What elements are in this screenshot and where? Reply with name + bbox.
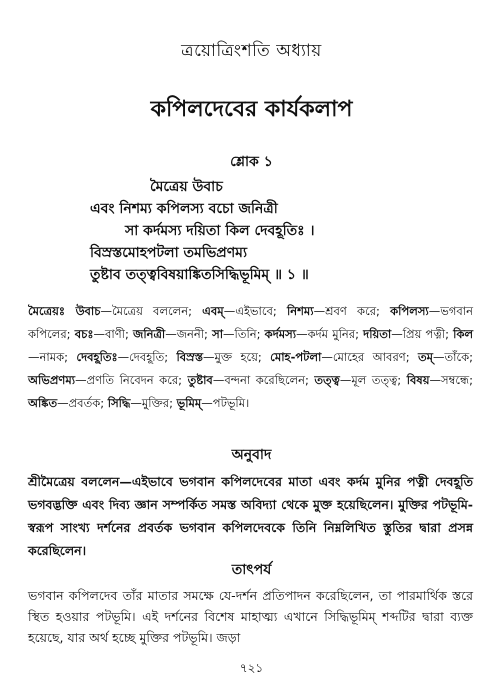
translation-heading: অনুবাদ xyxy=(231,447,272,463)
verse-line: সা কর্দমস্য দয়িতা কিল দেবহূতিঃ । xyxy=(125,223,315,239)
chapter-title: কপিলদেবের কার্যকলাপ xyxy=(150,97,353,122)
synonyms-paragraph xyxy=(28,300,473,415)
synonym-meaning: মুক্ত হয়ে xyxy=(214,350,258,364)
synonym-term: জনিত্রী xyxy=(133,327,166,341)
synonym-meaning: দেবহূতি xyxy=(129,350,165,364)
synonym-entry: কিল—নামক; xyxy=(28,327,474,364)
synonym-meaning: প্রণতি নিবেদন করে xyxy=(86,373,179,387)
synonym-term: নিশম্য xyxy=(286,304,314,318)
synonym-term: দয়িতা xyxy=(363,327,392,341)
verse-text xyxy=(90,176,463,286)
synonym-entry: তুষ্টাব—বন্দনা করেছিলেন; xyxy=(187,373,315,387)
synonym-meaning: বন্দনা করেছিলেন xyxy=(224,373,306,387)
synonym-entry: অঙ্কিত—প্রবর্তক; xyxy=(28,396,108,410)
synonym-meaning: সম্বন্ধে xyxy=(441,373,470,387)
synonym-term: সিদ্ধি xyxy=(107,396,131,410)
purport-heading: তাৎপর্য xyxy=(231,562,272,578)
synonym-term: দেবহূতিঃ xyxy=(76,350,118,364)
synonym-term: মোহ-পটলা xyxy=(270,350,322,364)
synonym-entry: জনিত্রী—জননী; xyxy=(133,327,213,341)
verse-line: এবং নিশম্য কপিলস্য বচো জনিত্রী xyxy=(90,201,278,217)
synonym-meaning: প্রিয় পত্নী xyxy=(402,327,446,341)
synonym-meaning: জননী xyxy=(176,327,205,341)
synonym-entry: দয়িতা—প্রিয় পত্নী; xyxy=(363,327,454,341)
synonym-term: কপিলস্য xyxy=(390,304,429,318)
synonym-entry: সিদ্ধি—মুক্তির; xyxy=(107,396,177,410)
purport-paragraph: ভগবান কপিলদেব তাঁর মাতার সমক্ষে যে-দর্শন প্রতিপাদন করেছিলেন, তা পারমার্থিক স্তরে স্থিত হওয়ার পটভূমি। এই দর্শনের বিশেষ মাহাত্ম্য এখানে সিদ্ধিভূমিম্ শব্দটির দ্বারা ব্যক্ত হয়েছে, যার অর্থ হচ্ছে মুক্তির পটভূমি। জড়া xyxy=(28,588,473,645)
synonym-meaning: তিনি xyxy=(234,327,257,341)
synonym-meaning: মোহের আবরণ xyxy=(332,350,406,364)
synonym-term: কিল xyxy=(453,327,474,341)
synonym-entry: কর্দমস্য—কর্দম মুনির; xyxy=(264,327,364,341)
synonym-entry: মৈত্রেয়ঃ উবাচ—মৈত্রেয় বললেন; xyxy=(28,304,203,318)
synonym-meaning: কর্দম মুনির xyxy=(307,327,356,341)
synonym-meaning: ভগবান কপিলের xyxy=(28,304,473,341)
synonym-meaning: মুক্তির xyxy=(141,396,170,410)
synonym-meaning: এইভাবে xyxy=(235,304,273,318)
synonym-entry: কপিলস্য—ভগবান কপিলের; xyxy=(28,304,473,341)
synonym-meaning: নামক xyxy=(39,350,65,364)
synonym-entry: এবম্—এইভাবে; xyxy=(202,304,287,318)
synonym-term: তুষ্টাব xyxy=(187,373,213,387)
synonym-term: অভিপ্রণম্য xyxy=(28,373,76,387)
synonym-entry: সা—তিনি; xyxy=(212,327,265,341)
synonym-entry: তত্ত্ব—মূল তত্ত্ব; xyxy=(314,373,407,387)
verse-line: বিস্রস্তমোহপটলা তমভিপ্রণম্য xyxy=(90,245,248,261)
synonym-term: ভূমিম্ xyxy=(176,396,202,410)
synonym-term: সা xyxy=(212,327,224,341)
synonym-entry: দেবহূতিঃ—দেবহূতি; xyxy=(76,350,177,364)
synonym-entry: বিষয়—সম্বন্ধে; xyxy=(406,373,473,387)
verse-line: মৈত্রেয় উবাচ xyxy=(150,179,223,195)
synonym-meaning: মৈত্রেয় বললেন xyxy=(111,304,189,318)
synonym-term: অঙ্কিত xyxy=(28,396,58,410)
synonym-meaning: তাঁকে xyxy=(444,350,470,364)
synonym-entry: তম্—তাঁকে; xyxy=(418,350,474,364)
synonym-meaning: পটভূমি xyxy=(212,396,246,410)
verse-line: তুষ্টাব তত্ত্ববিষয়াঙ্কিতসিদ্ধিভূমিম্ ॥ ১ ॥ xyxy=(90,267,309,283)
synonym-term: বিস্রস্ত xyxy=(176,350,203,364)
synonym-entry: ভূমিম্—পটভূমি। xyxy=(176,396,250,410)
synonym-entry: নিশম্য—শ্রবণ করে; xyxy=(286,304,391,318)
synonym-meaning: প্রবর্তক xyxy=(68,396,101,410)
synonym-term: তম্ xyxy=(418,350,434,364)
synonym-entry: বিস্রস্ত—মুক্ত হয়ে; xyxy=(176,350,271,364)
chapter-label: ত্রয়োত্রিংশতি অধ্যায় xyxy=(181,41,322,61)
synonym-term: কর্দমস্য xyxy=(264,327,297,341)
synonym-term: বিষয় xyxy=(406,373,430,387)
synonym-entry: মোহ-পটলা—মোহের আবরণ; xyxy=(270,350,419,364)
page-number: ৭২১ xyxy=(239,661,264,675)
synonym-meaning: শ্রবণ করে xyxy=(325,304,377,318)
synonym-term: তত্ত্ব xyxy=(314,373,340,387)
translation-paragraph: শ্রীমৈত্রেয় বললেন—এইভাবে ভগবান কপিলদেবের মাতা এবং কর্দম মুনির পত্নী দেবহূতি ভগবদ্ভক্তি এবং দিব্য জ্ঞান সম্পর্কিত সমস্ত অবিদ্যা থেকে মুক্ত হয়েছিলেন। মুক্তির পটভূমি-স্বরূপ সাংখ্য দর্শনের প্রবর্তক ভগবান কপিলদেবকে তিনি নিম্নলিখিত স্তুতির দ্বারা প্রসন্ন করেছিলেন। xyxy=(28,474,473,558)
synonym-entry: অভিপ্রণম্য—প্রণতি নিবেদন করে; xyxy=(28,373,188,387)
synonym-meaning: বাণী xyxy=(104,327,125,341)
synonym-term: বচঃ xyxy=(74,327,94,341)
synonym-entry: বচঃ—বাণী; xyxy=(74,327,134,341)
synonym-meaning: মূল তত্ত্ব xyxy=(351,373,398,387)
synonym-term: এবম্ xyxy=(202,304,224,318)
synonym-term: মৈত্রেয়ঃ উবাচ xyxy=(28,304,101,318)
verse-label: শ্লোক ১ xyxy=(230,154,273,170)
